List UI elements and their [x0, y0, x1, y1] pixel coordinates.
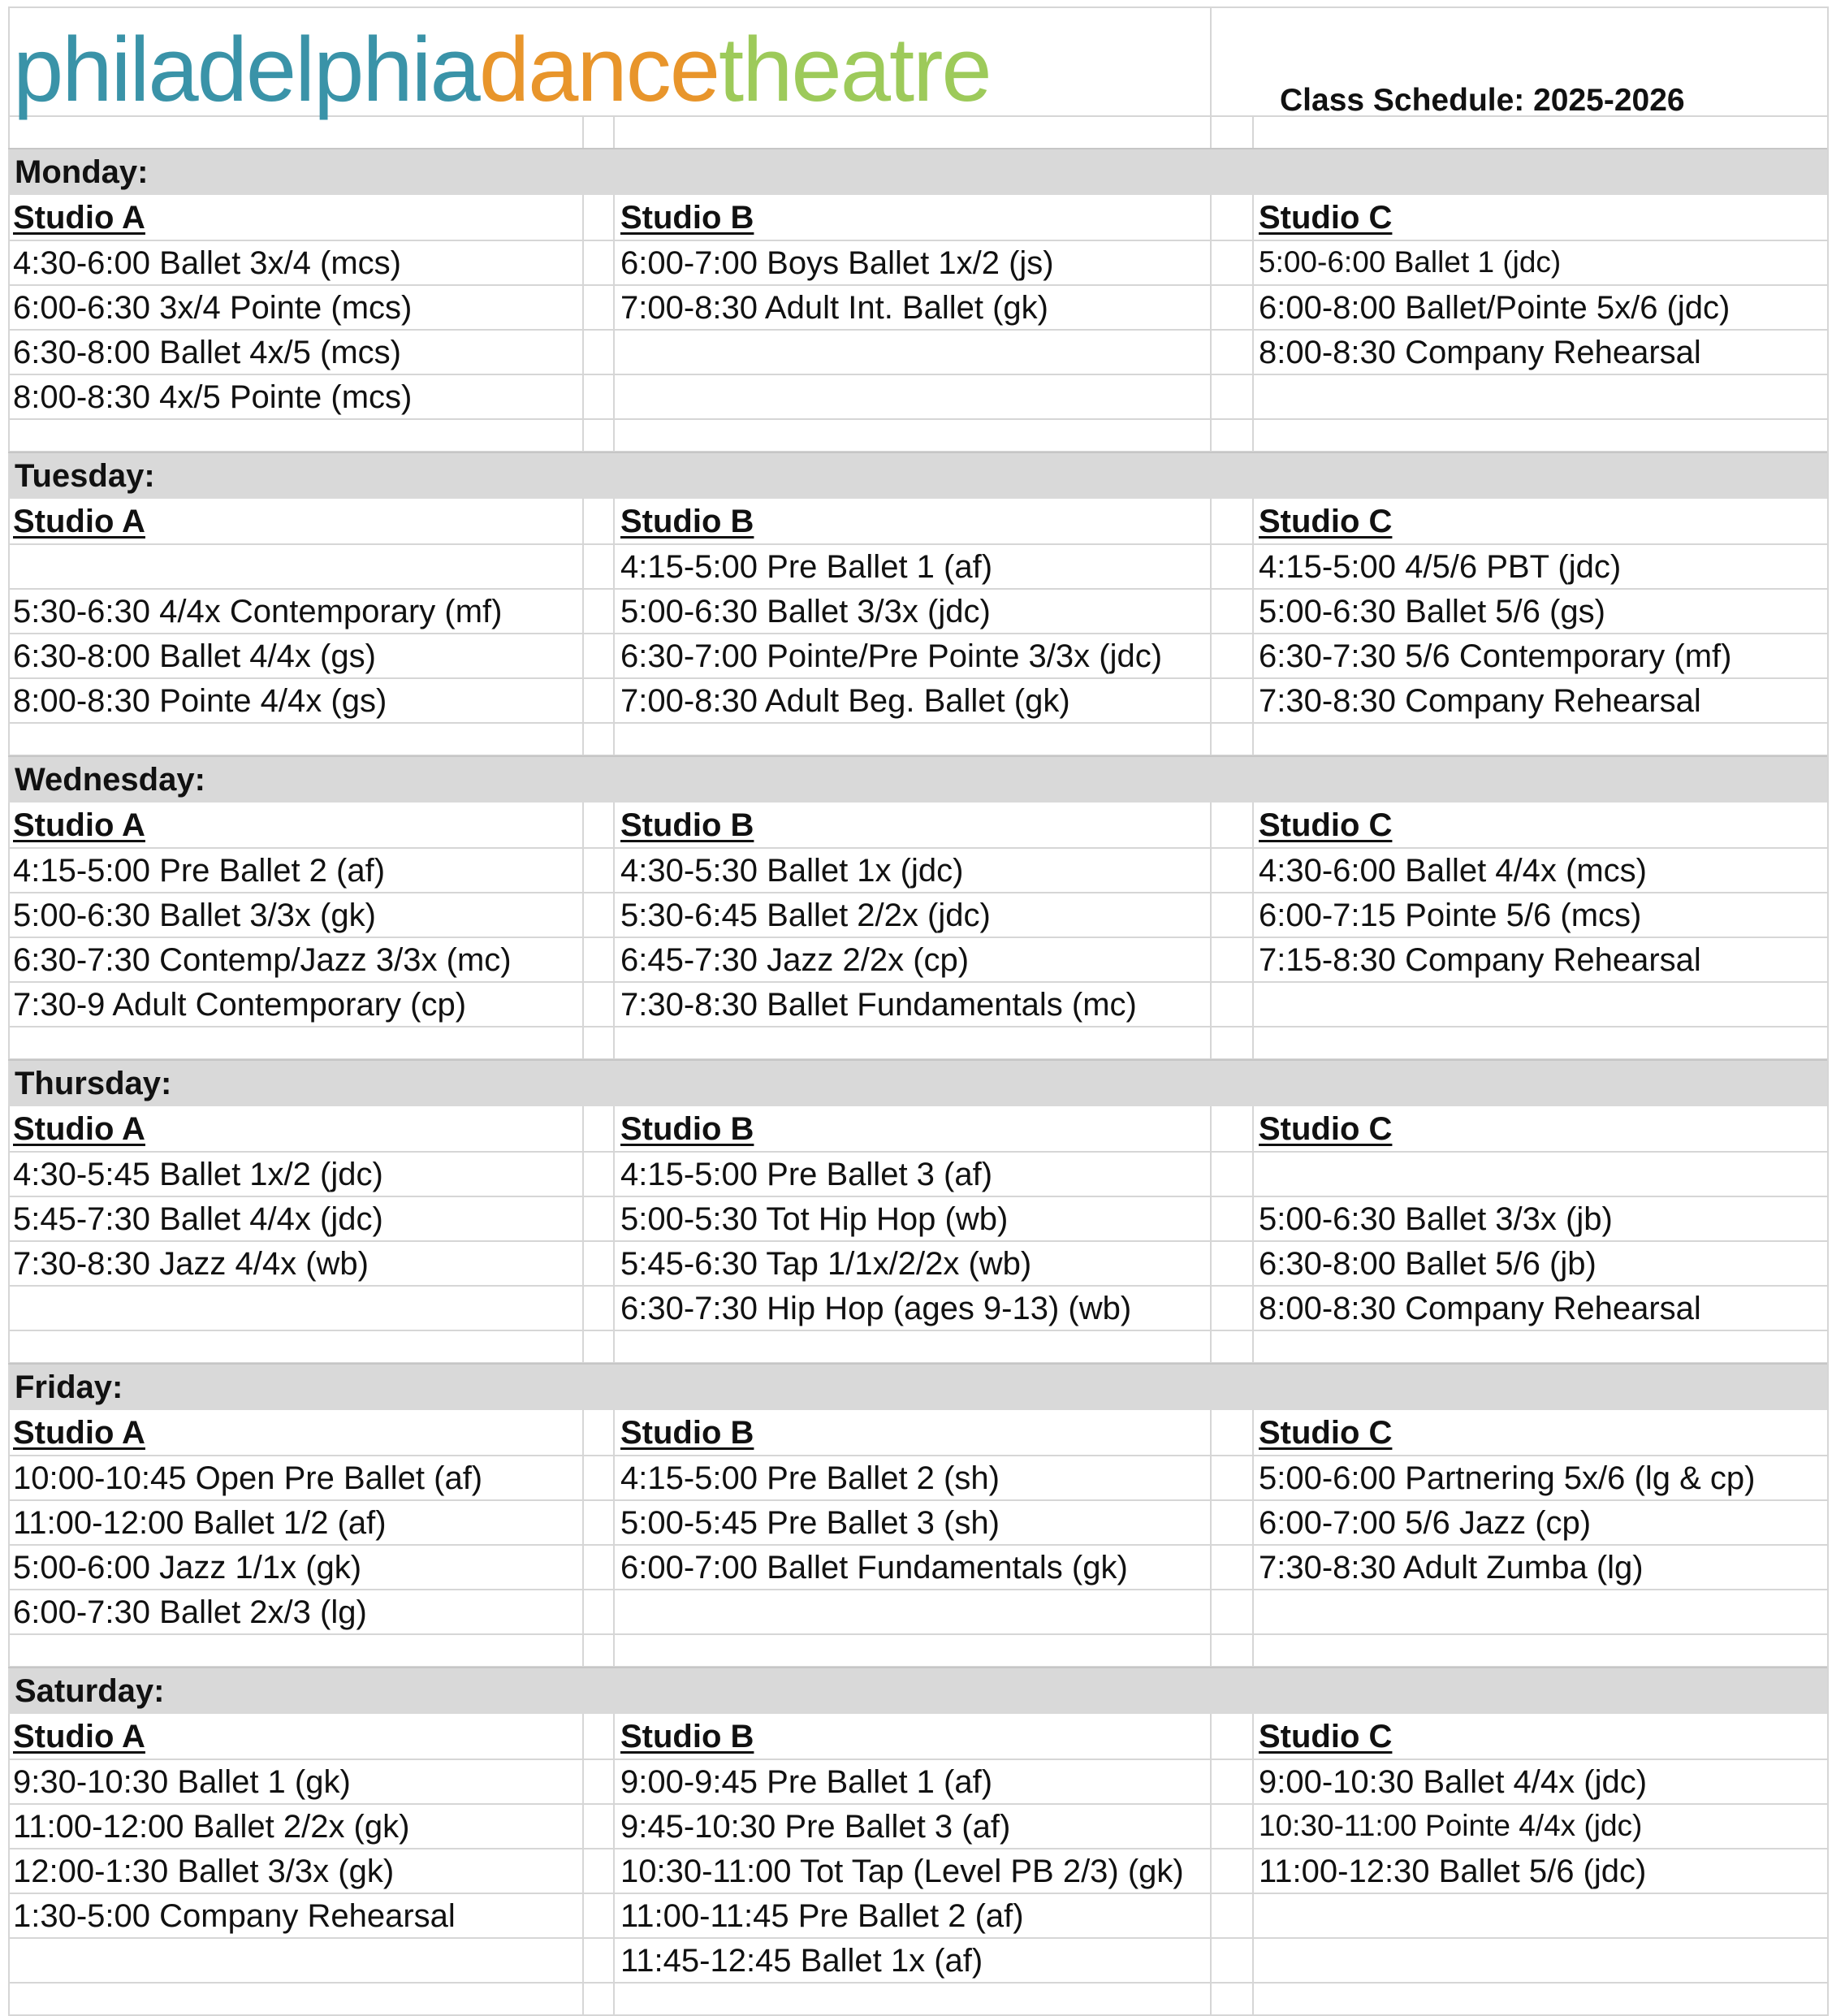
class-entry: 4:15-5:00 Pre Ballet 2 (af) [13, 853, 386, 889]
class-entry: 9:30-10:30 Ballet 1 (gk) [13, 1764, 351, 1800]
class-entry: 6:00-8:00 Ballet/Pointe 5x/6 (jdc) [1259, 290, 1730, 326]
logo-part-theatre: theatre [719, 19, 991, 120]
grid-line [8, 981, 1827, 983]
class-entry: 6:00-7:00 5/6 Jazz (cp) [1259, 1505, 1592, 1541]
grid-line [8, 1589, 1827, 1590]
column-divider [1210, 6, 1212, 2016]
class-entry: 5:00-6:00 Ballet 1 (jdc) [1259, 245, 1562, 279]
grid-line [8, 418, 1827, 420]
studio-label-b: Studio B [620, 200, 754, 236]
day-band [8, 1668, 1827, 1714]
class-entry: 4:30-6:00 Ballet 4/4x (mcs) [1259, 853, 1647, 889]
class-entry: 11:00-12:30 Ballet 5/6 (jdc) [1259, 1854, 1647, 1889]
grid-line [8, 1803, 1827, 1805]
grid-line [8, 543, 1827, 545]
studio-label-c: Studio C [1259, 1415, 1393, 1451]
grid-line [8, 329, 1827, 331]
column-divider [8, 6, 10, 2016]
logo-part-philadelphia: philadelphia [13, 19, 479, 120]
class-entry: 11:45-12:45 Ballet 1x (af) [620, 1943, 983, 1979]
class-entry: 6:00-7:00 Boys Ballet 1x/2 (js) [620, 245, 1054, 281]
grid-line [8, 1026, 1827, 1027]
class-entry: 7:30-8:30 Company Rehearsal [1259, 683, 1701, 719]
day-band [8, 453, 1827, 499]
class-entry: 7:00-8:30 Adult Beg. Ballet (gk) [620, 683, 1070, 719]
class-entry: 8:00-8:30 4x/5 Pointe (mcs) [13, 379, 413, 415]
class-entry: 7:30-8:30 Adult Zumba (lg) [1259, 1550, 1644, 1586]
grid-line [8, 847, 1827, 849]
studio-label-c: Studio C [1259, 504, 1393, 539]
studio-label-a: Studio A [13, 1719, 145, 1754]
day-label: Monday: [15, 154, 149, 190]
class-entry: 1:30-5:00 Company Rehearsal [13, 1898, 456, 1934]
studio-label-c: Studio C [1259, 1719, 1393, 1754]
class-entry: 4:15-5:00 Pre Ballet 1 (af) [620, 549, 993, 585]
class-entry: 7:30-8:30 Ballet Fundamentals (mc) [620, 987, 1137, 1023]
day-label: Thursday: [15, 1066, 172, 1101]
class-entry: 4:30-5:45 Ballet 1x/2 (jdc) [13, 1157, 383, 1192]
class-entry: 8:00-8:30 Pointe 4/4x (gs) [13, 683, 387, 719]
class-entry: 8:00-8:30 Company Rehearsal [1259, 1291, 1701, 1326]
day-label: Tuesday: [15, 458, 155, 494]
grid-line [8, 284, 1827, 286]
class-entry: 11:00-12:00 Ballet 1/2 (af) [13, 1505, 387, 1541]
class-entry: 7:30-8:30 Jazz 4/4x (wb) [13, 1246, 369, 1282]
class-entry: 5:00-6:30 Ballet 3/3x (jdc) [620, 594, 991, 629]
studio-label-b: Studio B [620, 1111, 754, 1147]
class-entry: 5:00-6:30 Ballet 5/6 (gs) [1259, 594, 1605, 629]
schedule-sheet [8, 6, 1827, 2016]
studio-label-b: Studio B [620, 504, 754, 539]
grid-line [8, 1982, 1827, 1984]
class-entry: 4:15-5:00 Pre Ballet 3 (af) [620, 1157, 993, 1192]
grid-line [8, 1330, 1827, 1331]
studio-label-c: Studio C [1259, 807, 1393, 843]
grid-line [8, 374, 1827, 375]
class-entry: 5:30-6:30 4/4x Contemporary (mf) [13, 594, 503, 629]
grid-line [8, 1455, 1827, 1456]
studio-label-a: Studio A [13, 504, 145, 539]
class-entry: 5:00-6:00 Jazz 1/1x (gk) [13, 1550, 362, 1586]
grid-line [8, 1544, 1827, 1546]
class-entry: 6:30-8:00 Ballet 4x/5 (mcs) [13, 335, 401, 370]
class-entry: 6:00-6:30 3x/4 Pointe (mcs) [13, 290, 413, 326]
studio-label-b: Studio B [620, 807, 754, 843]
class-entry: 6:30-7:30 Hip Hop (ages 9-13) (wb) [620, 1291, 1132, 1326]
grid-line [8, 722, 1827, 724]
class-entry: 5:45-7:30 Ballet 4/4x (jdc) [13, 1201, 383, 1237]
class-entry: 6:00-7:15 Pointe 5/6 (mcs) [1259, 898, 1642, 933]
studio-label-a: Studio A [13, 200, 145, 236]
day-band [8, 149, 1827, 195]
studio-label-a: Studio A [13, 1415, 145, 1451]
grid-line [8, 892, 1827, 893]
class-entry: 6:30-7:30 Contemp/Jazz 3/3x (mc) [13, 942, 512, 978]
grid-line [8, 1759, 1827, 1760]
class-entry: 10:30-11:00 Tot Tap (Level PB 2/3) (gk) [620, 1854, 1184, 1889]
studio-label-a: Studio A [13, 807, 145, 843]
studio-label-c: Studio C [1259, 1111, 1393, 1147]
grid-line [8, 1285, 1827, 1287]
class-entry: 6:00-7:30 Ballet 2x/3 (lg) [13, 1594, 367, 1630]
class-entry: 6:30-8:00 Ballet 5/6 (jb) [1259, 1246, 1597, 1282]
class-entry: 5:00-5:45 Pre Ballet 3 (sh) [620, 1505, 1000, 1541]
class-entry: 4:15-5:00 Pre Ballet 2 (sh) [620, 1460, 1000, 1496]
grid-line [8, 240, 1827, 241]
class-entry: 6:30-7:00 Pointe/Pre Pointe 3/3x (jdc) [620, 638, 1163, 674]
class-entry: 7:30-9 Adult Contemporary (cp) [13, 987, 467, 1023]
grid-line [8, 937, 1827, 938]
grid-line [8, 1240, 1827, 1242]
class-entry: 6:30-7:30 5/6 Contemporary (mf) [1259, 638, 1732, 674]
class-entry: 11:00-11:45 Pre Ballet 2 (af) [620, 1898, 1024, 1934]
column-divider [1827, 6, 1829, 2016]
class-entry: 5:30-6:45 Ballet 2/2x (jdc) [620, 898, 991, 933]
class-entry: 5:00-5:30 Tot Hip Hop (wb) [620, 1201, 1009, 1237]
class-entry: 9:45-10:30 Pre Ballet 3 (af) [620, 1809, 1011, 1845]
class-entry: 6:30-8:00 Ballet 4/4x (gs) [13, 638, 376, 674]
class-entry: 5:00-6:30 Ballet 3/3x (jb) [1259, 1201, 1613, 1237]
day-label: Wednesday: [15, 762, 205, 798]
class-entry: 5:00-6:30 Ballet 3/3x (gk) [13, 898, 376, 933]
grid-line [8, 677, 1827, 679]
class-entry: 6:45-7:30 Jazz 2/2x (cp) [620, 942, 970, 978]
class-entry: 8:00-8:30 Company Rehearsal [1259, 335, 1701, 370]
grid-line [8, 1499, 1827, 1501]
class-entry: 10:00-10:45 Open Pre Ballet (af) [13, 1460, 483, 1496]
class-entry: 12:00-1:30 Ballet 3/3x (gk) [13, 1854, 395, 1889]
class-entry: 11:00-12:00 Ballet 2/2x (gk) [13, 1809, 410, 1845]
studio-label-c: Studio C [1259, 200, 1393, 236]
class-entry: 9:00-9:45 Pre Ballet 1 (af) [620, 1764, 993, 1800]
class-entry: 9:00-10:30 Ballet 4/4x (jdc) [1259, 1764, 1648, 1800]
logo [13, 19, 991, 120]
grid-line [8, 6, 1827, 8]
grid-line [8, 1937, 1827, 1939]
grid-line [8, 1633, 1827, 1635]
studio-label-b: Studio B [620, 1719, 754, 1754]
grid-line [8, 1151, 1827, 1153]
day-band [8, 1365, 1827, 1410]
class-entry: 10:30-11:00 Pointe 4/4x (jdc) [1259, 1809, 1643, 1842]
day-label: Saturday: [15, 1673, 165, 1709]
studio-label-a: Studio A [13, 1111, 145, 1147]
class-entry: 4:30-6:00 Ballet 3x/4 (mcs) [13, 245, 401, 281]
grid-line [8, 1848, 1827, 1849]
class-entry: 5:45-6:30 Tap 1/1x/2/2x (wb) [620, 1246, 1032, 1282]
grid-line [8, 1196, 1827, 1197]
logo-part-dance: dance [478, 19, 719, 120]
day-band [8, 1061, 1827, 1106]
grid-line [8, 588, 1827, 590]
day-label: Friday: [15, 1369, 123, 1405]
class-entry: 7:15-8:30 Company Rehearsal [1259, 942, 1701, 978]
class-entry: 7:00-8:30 Adult Int. Ballet (gk) [620, 290, 1048, 326]
grid-line [8, 1893, 1827, 1894]
class-entry: 6:00-7:00 Ballet Fundamentals (gk) [620, 1550, 1128, 1586]
studio-label-b: Studio B [620, 1415, 754, 1451]
class-entry: 4:15-5:00 4/5/6 PBT (jdc) [1259, 549, 1622, 585]
schedule-subtitle: Class Schedule: 2025-2026 [1280, 83, 1685, 118]
day-band [8, 757, 1827, 803]
grid-line [8, 633, 1827, 634]
class-entry: 4:30-5:30 Ballet 1x (jdc) [620, 853, 964, 889]
class-entry: 5:00-6:00 Partnering 5x/6 (lg & cp) [1259, 1460, 1756, 1496]
